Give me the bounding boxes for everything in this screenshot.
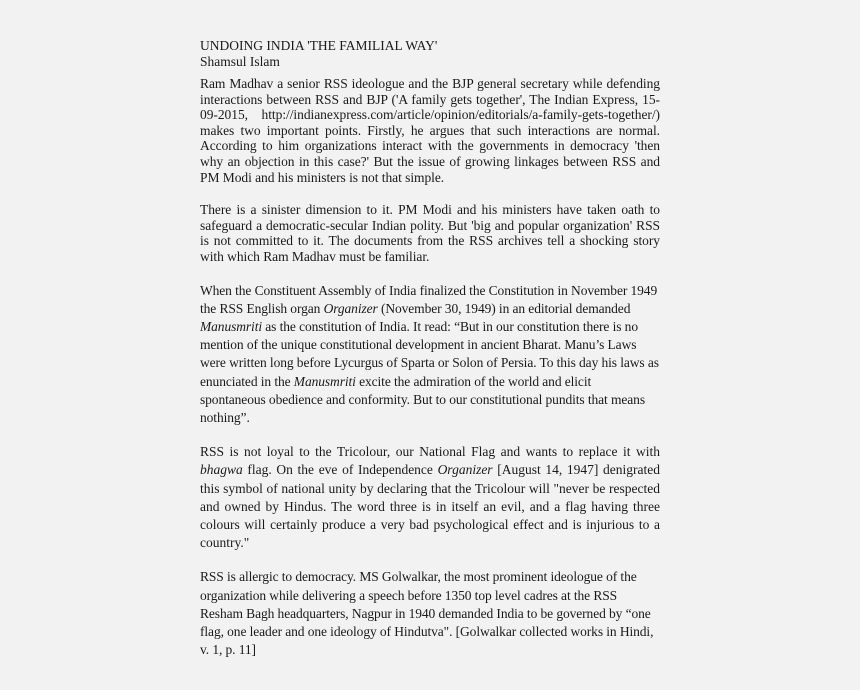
manusmriti-italic: Manusmriti [200, 318, 263, 334]
organizer-italic: Organizer [323, 300, 378, 316]
organizer-italic-2: Organizer [437, 462, 493, 478]
document-title: UNDOING INDIA 'THE FAMILIAL WAY' [200, 38, 438, 53]
document-page [200, 38, 660, 659]
paragraph-3-text-c: as the constitution of India. It read: “But in our constitution there is no mention of the unique constitutional development in ancient Bharat. Manu’s Laws were written long before Lycurgus of Sparta or Solon of Persia. To this day his laws as enunciated in the [200, 318, 659, 389]
manusmriti-italic-2: Manusmriti [293, 373, 356, 389]
paragraph-3-text-b: (November 30, 1949) in an editorial demanded [377, 300, 631, 316]
paragraph-4 [200, 443, 660, 552]
paragraph-4-text-a: RSS is not loyal to the Tricolour, our National Flag and wants to replace it with [200, 444, 660, 460]
paragraph-3-text-a: When the Constituent Assembly of India finalized the Constitution in November 1949 the RSS English organ [200, 282, 658, 316]
paragraph-3-text-d: excite the admiration of the world and elicit spontaneous obedience and conformity. But to our constitutional pundits that means nothing”. [200, 373, 645, 425]
document-author: Shamsul Islam [200, 54, 280, 69]
paragraph-5: RSS is allergic to democracy. MS Golwalkar, the most prominent ideologue of the organization while delivering a speech before 1350 top level cadres at the RSS Resham Bagh headquarters, Nagpur in 1940 demanded India to be governed by “one flag, one leader and one ideology of Hindutva". [Golwalkar collected works in Hindi, v. 1, p. 11] [200, 569, 654, 658]
bhagwa-italic: bhagwa [200, 462, 243, 478]
paragraph-4-text-b: flag. On the eve of Independence [242, 462, 438, 478]
paragraph-1: Ram Madhav a senior RSS ideologue and the BJP general secretary while defending interactions between RSS and BJP ('A family gets together', The Indian Express, 15-09-2015, http://indianexpress.com/article/opinion/editorials/a-family-gets-together/) makes two important points. Firstly, he argues that such interactions are normal. According to him organizations interact with the governments in democracy 'then why an objection in this case?' But the issue of growing linkages between RSS and PM Modi and his ministers is not that simple. [200, 76, 660, 185]
paragraph-4-text-c: [August 14, 1947] denigrated this symbol of national unity by declaring that the Tricolour will "never be respected and owned by Hindus. The word three is in itself an evil, and a flag having three colours will certainly produce a very bad psychological effect and is injurious to a country." [200, 462, 660, 551]
paragraph-2: There is a sinister dimension to it. PM Modi and his ministers have taken oath to safeguard a democratic-secular Indian polity. But 'big and popular organization' RSS is not committed to it. The documents from the RSS archives tell a shocking story with which Ram Madhav must be familiar. [200, 202, 660, 264]
paragraph-3 [200, 282, 660, 428]
